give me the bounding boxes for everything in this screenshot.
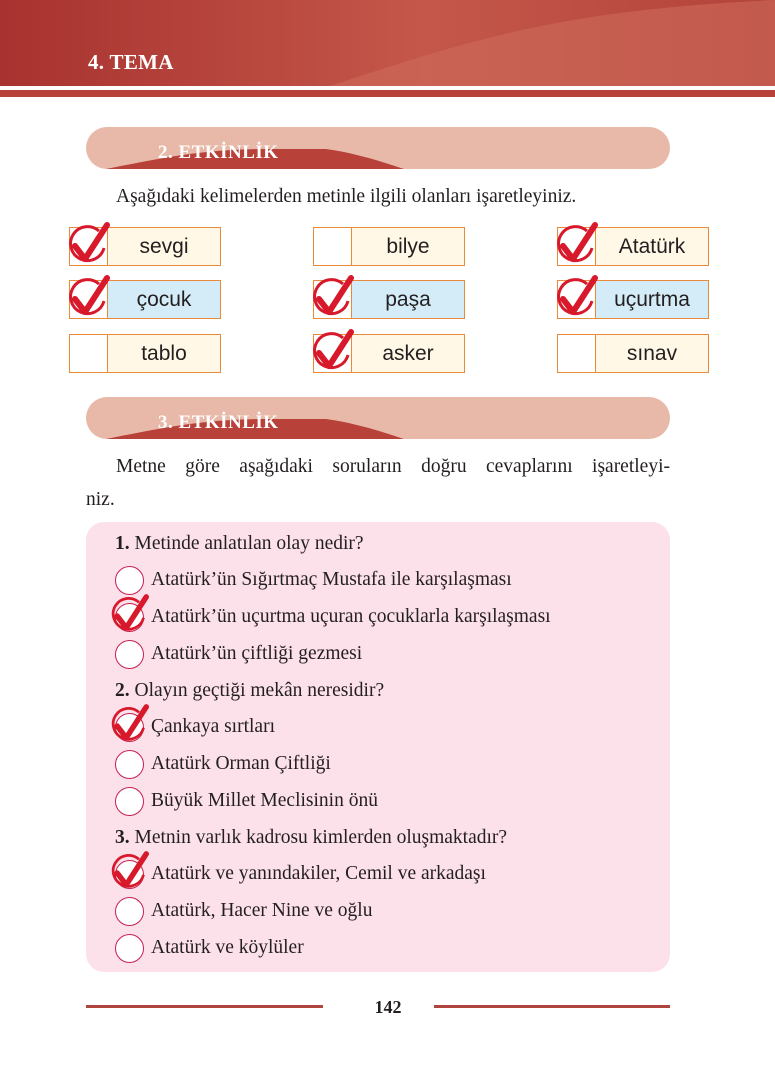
red-checkmark-icon <box>109 594 149 638</box>
word-box-1 <box>313 227 465 266</box>
word-checkbox[interactable] <box>70 335 108 372</box>
word-label: sınav <box>626 341 678 365</box>
question-text: Metinde anlatılan olay nedir? <box>134 533 364 554</box>
word-checkbox[interactable] <box>70 228 108 265</box>
answer-option <box>115 602 551 632</box>
answer-radio[interactable] <box>115 603 144 632</box>
answer-text: Atatürk ve yanındakiler, Cemil ve arkadaşı <box>151 863 486 884</box>
answer-text: Çankaya sırtları <box>151 716 275 737</box>
word-checkbox[interactable] <box>70 281 108 318</box>
word-box-8 <box>557 334 709 373</box>
word-box-2 <box>557 227 709 266</box>
question-text: Olayın geçtiği mekân neresidir? <box>134 680 385 701</box>
question-number: 2. <box>115 680 130 701</box>
theme-title: 4. TEMA <box>88 50 174 74</box>
red-checkmark-icon <box>554 275 598 323</box>
activity-2-title: 2. ETKİNLİK <box>158 142 279 163</box>
word-box-4 <box>313 280 465 319</box>
word-checkbox[interactable] <box>558 281 596 318</box>
question-3 <box>115 827 507 849</box>
answer-option <box>115 786 378 816</box>
word-box-5 <box>557 280 709 319</box>
answer-radio[interactable] <box>115 640 144 669</box>
footer-rule-right <box>434 1005 670 1008</box>
word-box-6 <box>69 334 221 373</box>
theme-header <box>0 0 775 100</box>
answer-radio[interactable] <box>115 750 144 779</box>
answer-option <box>115 896 372 926</box>
red-checkmark-icon <box>109 704 149 748</box>
answer-option <box>115 749 331 779</box>
question-number: 1. <box>115 533 130 554</box>
word-box-3 <box>69 280 221 319</box>
word-box-0 <box>69 227 221 266</box>
word-label: Atatürk <box>618 234 686 258</box>
question-1 <box>115 533 364 555</box>
answer-text: Atatürk ve köylüler <box>151 937 304 958</box>
red-checkmark-icon <box>554 222 598 270</box>
answer-text: Atatürk, Hacer Nine ve oğlu <box>151 900 373 921</box>
word-checkbox[interactable] <box>558 335 596 372</box>
word-label: paşa <box>385 287 431 311</box>
word-box-7 <box>313 334 465 373</box>
answer-option <box>115 859 486 889</box>
answer-option <box>115 933 304 963</box>
activity-2-banner <box>86 127 670 169</box>
answer-radio[interactable] <box>115 860 144 889</box>
instruction-line-2: niz. <box>86 489 115 510</box>
red-checkmark-icon <box>109 851 149 895</box>
activity-3-title: 3. ETKİNLİK <box>158 412 279 433</box>
word-label: bilye <box>386 234 430 258</box>
answer-text: Atatürk’ün çiftliği gezmesi <box>151 643 363 664</box>
word-label: çocuk <box>136 287 192 311</box>
answer-radio[interactable] <box>115 897 144 926</box>
answer-radio[interactable] <box>115 934 144 963</box>
footer-rule-left <box>86 1005 323 1008</box>
activity-3-banner <box>86 397 670 439</box>
red-checkmark-icon <box>66 222 110 270</box>
answer-text: Büyük Millet Meclisinin önü <box>151 790 378 811</box>
question-2 <box>115 680 384 702</box>
question-number: 3. <box>115 827 130 848</box>
word-label: sevgi <box>139 234 189 258</box>
answer-radio[interactable] <box>115 566 144 595</box>
answer-radio[interactable] <box>115 713 144 742</box>
answer-text: Atatürk’ün uçurtma uçuran çocuklarla karşılaşması <box>151 606 551 627</box>
red-checkmark-icon <box>310 275 354 323</box>
answer-text: Atatürk Orman Çiftliği <box>151 753 331 774</box>
word-label: tablo <box>141 341 187 365</box>
word-label: asker <box>382 341 434 365</box>
question-text: Metnin varlık kadrosu kimlerden oluşmaktadır? <box>134 827 508 848</box>
answer-text: Atatürk’ün Sığırtmaç Mustafa ile karşılaşması <box>151 569 512 590</box>
instruction-line-1: Metne göre aşağıdaki soruların doğru cevaplarını işaretleyi- <box>116 456 670 477</box>
word-checkbox[interactable] <box>314 335 352 372</box>
activity-2-instruction: Aşağıdaki kelimelerden metinle ilgili olanları işaretleyiniz. <box>116 186 577 207</box>
red-checkmark-icon <box>66 275 110 323</box>
word-checkbox[interactable] <box>314 281 352 318</box>
answer-option <box>115 712 275 742</box>
answer-option <box>115 565 512 595</box>
word-label: uçurtma <box>614 287 690 311</box>
activity-3-instruction <box>86 450 670 516</box>
word-checkbox[interactable] <box>314 228 352 265</box>
page-number: 142 <box>374 997 402 1017</box>
answer-radio[interactable] <box>115 787 144 816</box>
word-checkbox[interactable] <box>558 228 596 265</box>
red-checkmark-icon <box>310 329 354 377</box>
answer-option <box>115 639 362 669</box>
